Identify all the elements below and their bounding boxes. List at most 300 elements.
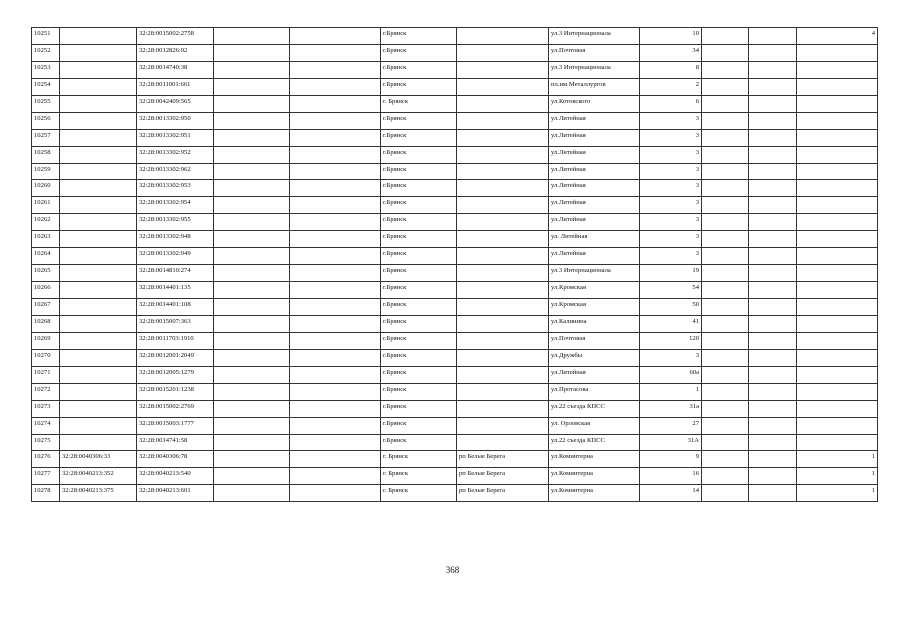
table-cell: 32:28:0015007:363	[137, 315, 214, 332]
table-row	[32, 332, 878, 349]
table-cell: 3	[640, 231, 702, 248]
table-cell	[749, 315, 797, 332]
table-cell	[457, 299, 549, 316]
registry-table-body	[32, 28, 878, 502]
table-cell	[749, 28, 797, 45]
table-cell	[214, 366, 290, 383]
table-cell	[749, 197, 797, 214]
table-cell: 32:28:0014810:274	[137, 265, 214, 282]
table-cell: 32:28:0013302:950	[137, 112, 214, 129]
table-cell: 10254	[32, 78, 60, 95]
table-row	[32, 214, 878, 231]
table-cell: ул.3 Интернационала	[549, 265, 640, 282]
table-cell	[60, 400, 137, 417]
table-cell	[290, 180, 381, 197]
table-cell	[457, 214, 549, 231]
table-cell: 31а	[640, 400, 702, 417]
table-cell	[457, 265, 549, 282]
table-cell	[457, 400, 549, 417]
table-cell: 10	[640, 28, 702, 45]
table-cell	[749, 451, 797, 468]
table-cell	[214, 78, 290, 95]
table-cell: 32:28:0040213:540	[137, 468, 214, 485]
table-cell: ул.22 съезда КПСС	[549, 434, 640, 451]
table-cell: 32:28:0012001:2049	[137, 349, 214, 366]
table-cell	[797, 44, 878, 61]
table-cell	[749, 61, 797, 78]
table-cell: г. Брянск	[381, 468, 457, 485]
table-cell	[60, 180, 137, 197]
table-cell: 54	[640, 282, 702, 299]
table-cell: 10259	[32, 163, 60, 180]
table-cell	[214, 315, 290, 332]
table-cell: 10253	[32, 61, 60, 78]
table-cell	[60, 434, 137, 451]
table-row	[32, 366, 878, 383]
table-cell	[702, 485, 749, 502]
table-cell: 32:28:0012826:92	[137, 44, 214, 61]
table-cell	[60, 231, 137, 248]
table-cell	[702, 231, 749, 248]
table-cell	[290, 28, 381, 45]
table-cell	[749, 265, 797, 282]
table-cell	[290, 197, 381, 214]
table-cell	[749, 282, 797, 299]
table-cell: 32:28:0013302:948	[137, 231, 214, 248]
table-cell	[702, 197, 749, 214]
table-cell	[749, 180, 797, 197]
table-cell	[60, 349, 137, 366]
table-cell: ул.Коминтерна	[549, 485, 640, 502]
table-cell	[290, 383, 381, 400]
table-cell	[214, 214, 290, 231]
table-cell	[290, 366, 381, 383]
table-cell	[214, 400, 290, 417]
table-cell: 3	[640, 349, 702, 366]
table-cell: ул.Коминтерна	[549, 468, 640, 485]
table-cell: г. Брянск	[381, 451, 457, 468]
table-cell	[702, 366, 749, 383]
table-cell	[214, 180, 290, 197]
table-cell: 10264	[32, 248, 60, 265]
table-cell	[797, 366, 878, 383]
table-cell: 10269	[32, 332, 60, 349]
table-row	[32, 265, 878, 282]
table-cell: 10268	[32, 315, 60, 332]
table-cell	[749, 248, 797, 265]
table-cell: ул.Литейная	[549, 112, 640, 129]
table-cell	[749, 44, 797, 61]
table-cell	[702, 299, 749, 316]
table-cell	[290, 163, 381, 180]
table-cell: г.Брянск	[381, 197, 457, 214]
table-cell	[457, 231, 549, 248]
table-cell: 32:28:0015003:1777	[137, 417, 214, 434]
table-cell: ул.3 Интернационала	[549, 61, 640, 78]
table-cell: г.Брянск	[381, 434, 457, 451]
table-cell	[702, 44, 749, 61]
table-cell	[60, 44, 137, 61]
table-cell	[60, 78, 137, 95]
table-cell: 10266	[32, 282, 60, 299]
table-cell: г.Брянск	[381, 282, 457, 299]
table-cell	[60, 95, 137, 112]
table-cell: 10263	[32, 231, 60, 248]
table-cell: 10277	[32, 468, 60, 485]
table-row	[32, 468, 878, 485]
table-cell: ул.Литейная	[549, 146, 640, 163]
table-cell	[214, 112, 290, 129]
table-cell: г.Брянск	[381, 28, 457, 45]
table-row	[32, 383, 878, 400]
table-cell	[797, 282, 878, 299]
table-cell	[60, 265, 137, 282]
table-cell	[290, 248, 381, 265]
table-cell	[797, 383, 878, 400]
table-cell	[290, 146, 381, 163]
table-cell	[290, 214, 381, 231]
table-cell: рп Белые Берега	[457, 468, 549, 485]
table-cell: 10261	[32, 197, 60, 214]
table-cell: рп Белые Берега	[457, 485, 549, 502]
table-cell	[290, 315, 381, 332]
table-cell	[457, 95, 549, 112]
table-cell	[749, 383, 797, 400]
table-cell: г.Брянск	[381, 112, 457, 129]
table-cell: 32:28:0013302:952	[137, 146, 214, 163]
table-cell	[749, 349, 797, 366]
table-cell	[457, 78, 549, 95]
table-cell	[702, 451, 749, 468]
table-cell	[702, 282, 749, 299]
table-cell	[797, 349, 878, 366]
table-cell	[290, 61, 381, 78]
table-cell	[290, 332, 381, 349]
table-cell	[702, 146, 749, 163]
table-cell: 1	[797, 451, 878, 468]
table-cell: 3	[640, 163, 702, 180]
table-cell: 50	[640, 299, 702, 316]
table-cell: 16	[640, 468, 702, 485]
table-cell: ул.3 Интернационала	[549, 28, 640, 45]
table-cell	[214, 468, 290, 485]
table-cell: 10271	[32, 366, 60, 383]
table-cell: г.Брянск	[381, 129, 457, 146]
table-cell	[214, 332, 290, 349]
table-cell	[60, 28, 137, 45]
table-cell	[60, 383, 137, 400]
table-cell	[214, 163, 290, 180]
table-cell	[797, 129, 878, 146]
table-cell	[214, 349, 290, 366]
table-cell	[797, 332, 878, 349]
table-cell	[290, 434, 381, 451]
table-row	[32, 451, 878, 468]
table-cell: 32:28:0040213:375	[60, 485, 137, 502]
table-cell	[214, 28, 290, 45]
table-cell	[749, 231, 797, 248]
table-cell: ул.Кромская	[549, 299, 640, 316]
table-cell	[290, 282, 381, 299]
table-cell: 10256	[32, 112, 60, 129]
table-cell: 32:28:0014401:108	[137, 299, 214, 316]
table-cell: 32:28:0015201:1238	[137, 383, 214, 400]
table-cell	[749, 112, 797, 129]
table-cell	[290, 44, 381, 61]
table-cell: г.Брянск	[381, 163, 457, 180]
table-cell: ул.22 съезда КПСС	[549, 400, 640, 417]
table-cell	[290, 468, 381, 485]
table-cell	[60, 197, 137, 214]
table-cell: 1	[797, 468, 878, 485]
table-cell	[702, 400, 749, 417]
table-cell	[290, 129, 381, 146]
table-cell	[60, 112, 137, 129]
page-number: 368	[445, 565, 460, 575]
table-cell	[797, 78, 878, 95]
table-cell: 32:28:0012005:1279	[137, 366, 214, 383]
table-cell: 10274	[32, 417, 60, 434]
table-cell: г.Брянск	[381, 417, 457, 434]
table-cell	[214, 231, 290, 248]
table-cell	[457, 417, 549, 434]
table-cell: ул.Коминтерна	[549, 451, 640, 468]
table-cell: г.Брянск	[381, 332, 457, 349]
table-cell: 19	[640, 265, 702, 282]
table-cell	[457, 349, 549, 366]
table-cell: 32:28:0011703:1910	[137, 332, 214, 349]
table-cell: ул.Литейная	[549, 180, 640, 197]
table-cell	[749, 468, 797, 485]
table-cell	[60, 366, 137, 383]
table-cell: 32:28:0014740:38	[137, 61, 214, 78]
table-cell	[797, 180, 878, 197]
table-cell	[457, 315, 549, 332]
table-cell: г.Брянск	[381, 146, 457, 163]
table-cell: г.Брянск	[381, 214, 457, 231]
table-cell: 1	[797, 485, 878, 502]
table-cell	[214, 129, 290, 146]
table-cell	[457, 129, 549, 146]
table-cell: 3	[640, 197, 702, 214]
table-row	[32, 28, 878, 45]
table-cell: 32:28:0014401:135	[137, 282, 214, 299]
table-cell	[214, 485, 290, 502]
table-cell	[702, 349, 749, 366]
table-cell: 10252	[32, 44, 60, 61]
table-cell: г.Брянск	[381, 78, 457, 95]
table-cell: 32:28:0013302:951	[137, 129, 214, 146]
table-row	[32, 180, 878, 197]
table-cell: 34	[640, 44, 702, 61]
table-cell	[214, 383, 290, 400]
table-cell: 10275	[32, 434, 60, 451]
table-cell	[702, 112, 749, 129]
table-cell	[797, 112, 878, 129]
table-cell: ул.Котовского	[549, 95, 640, 112]
table-row	[32, 61, 878, 78]
table-cell: ул. Литейная	[549, 231, 640, 248]
table-cell	[457, 282, 549, 299]
table-cell: ул.Почтовая	[549, 44, 640, 61]
table-cell: 3	[640, 146, 702, 163]
table-row	[32, 112, 878, 129]
table-cell: г.Брянск	[381, 383, 457, 400]
table-row	[32, 146, 878, 163]
table-cell	[457, 163, 549, 180]
table-cell	[797, 265, 878, 282]
table-cell	[797, 61, 878, 78]
table-row	[32, 129, 878, 146]
table-cell: 32:28:0013302:955	[137, 214, 214, 231]
table-cell	[749, 400, 797, 417]
table-cell: 3	[640, 112, 702, 129]
table-cell: г.Брянск	[381, 44, 457, 61]
table-cell	[290, 451, 381, 468]
table-cell	[702, 163, 749, 180]
table-cell: 10260	[32, 180, 60, 197]
table-cell	[290, 95, 381, 112]
table-cell: 60а	[640, 366, 702, 383]
table-cell: 8	[640, 61, 702, 78]
table-cell	[749, 78, 797, 95]
table-cell	[60, 299, 137, 316]
table-cell	[702, 248, 749, 265]
table-cell	[457, 146, 549, 163]
table-cell	[702, 95, 749, 112]
table-cell	[214, 417, 290, 434]
table-cell	[214, 248, 290, 265]
table-cell	[214, 61, 290, 78]
table-cell	[60, 61, 137, 78]
table-row	[32, 282, 878, 299]
table-cell	[60, 248, 137, 265]
table-cell	[797, 315, 878, 332]
table-cell	[749, 163, 797, 180]
table-cell	[702, 28, 749, 45]
table-cell: ул.Протасова	[549, 383, 640, 400]
table-cell: ул.Калинина	[549, 315, 640, 332]
table-cell	[749, 434, 797, 451]
table-cell	[60, 146, 137, 163]
table-cell: 2	[640, 78, 702, 95]
table-cell	[214, 451, 290, 468]
table-cell: ул.Литейная	[549, 163, 640, 180]
table-cell	[290, 400, 381, 417]
table-cell: ул.Почтовая	[549, 332, 640, 349]
table-cell	[290, 299, 381, 316]
table-row	[32, 349, 878, 366]
table-cell: 32:28:0014741:58	[137, 434, 214, 451]
table-cell: ул. Орловская	[549, 417, 640, 434]
table-cell	[60, 282, 137, 299]
table-row	[32, 95, 878, 112]
table-cell: 14	[640, 485, 702, 502]
table-cell	[60, 315, 137, 332]
table-cell	[702, 78, 749, 95]
table-cell: ул.Литейная	[549, 129, 640, 146]
table-cell	[749, 129, 797, 146]
table-cell	[290, 231, 381, 248]
table-cell	[60, 163, 137, 180]
registry-table	[31, 27, 878, 502]
table-cell: ул.Кромская	[549, 282, 640, 299]
table-cell: рп Белые Берега	[457, 451, 549, 468]
table-cell: 10273	[32, 400, 60, 417]
table-cell	[702, 434, 749, 451]
table-cell: 6	[640, 95, 702, 112]
table-cell: 3	[640, 129, 702, 146]
table-cell	[797, 163, 878, 180]
table-row	[32, 485, 878, 502]
table-cell: 1	[640, 383, 702, 400]
table-cell	[702, 61, 749, 78]
table-cell	[214, 434, 290, 451]
table-cell: г. Брянск	[381, 95, 457, 112]
table-row	[32, 231, 878, 248]
table-cell	[797, 231, 878, 248]
table-cell: г.Брянск	[381, 265, 457, 282]
table-cell: 41	[640, 315, 702, 332]
table-cell	[749, 146, 797, 163]
table-cell	[797, 400, 878, 417]
table-cell: 10251	[32, 28, 60, 45]
table-cell	[457, 197, 549, 214]
table-cell	[749, 95, 797, 112]
table-cell: г.Брянск	[381, 248, 457, 265]
table-cell	[214, 282, 290, 299]
table-cell: 10278	[32, 485, 60, 502]
table-cell	[214, 299, 290, 316]
table-cell: 10255	[32, 95, 60, 112]
table-cell: 32:28:0040306:78	[137, 451, 214, 468]
table-cell	[60, 214, 137, 231]
table-cell: г.Брянск	[381, 366, 457, 383]
table-cell	[749, 417, 797, 434]
table-cell	[749, 485, 797, 502]
table-cell: г.Брянск	[381, 400, 457, 417]
table-cell: г.Брянск	[381, 231, 457, 248]
table-cell	[749, 214, 797, 231]
table-cell	[457, 28, 549, 45]
table-cell: ул.Литейная	[549, 366, 640, 383]
table-cell: 32:28:0040213:352	[60, 468, 137, 485]
table-cell	[702, 417, 749, 434]
table-cell	[457, 61, 549, 78]
table-cell	[702, 129, 749, 146]
table-cell	[797, 146, 878, 163]
table-cell	[457, 383, 549, 400]
table-cell	[60, 129, 137, 146]
table-row	[32, 417, 878, 434]
table-cell	[457, 44, 549, 61]
table-cell	[290, 265, 381, 282]
table-cell: 32:28:0013302:953	[137, 180, 214, 197]
table-cell: г.Брянск	[381, 349, 457, 366]
table-cell: пл.им.Металлургов	[549, 78, 640, 95]
table-cell: 3	[640, 214, 702, 231]
table-cell	[457, 248, 549, 265]
table-row	[32, 400, 878, 417]
table-row	[32, 197, 878, 214]
table-cell	[797, 197, 878, 214]
table-cell: 32:28:0013302:962	[137, 163, 214, 180]
table-cell: 31А	[640, 434, 702, 451]
table-cell: г.Брянск	[381, 180, 457, 197]
table-cell: 32:28:0015002:2769	[137, 400, 214, 417]
table-cell	[214, 95, 290, 112]
table-cell: 10276	[32, 451, 60, 468]
